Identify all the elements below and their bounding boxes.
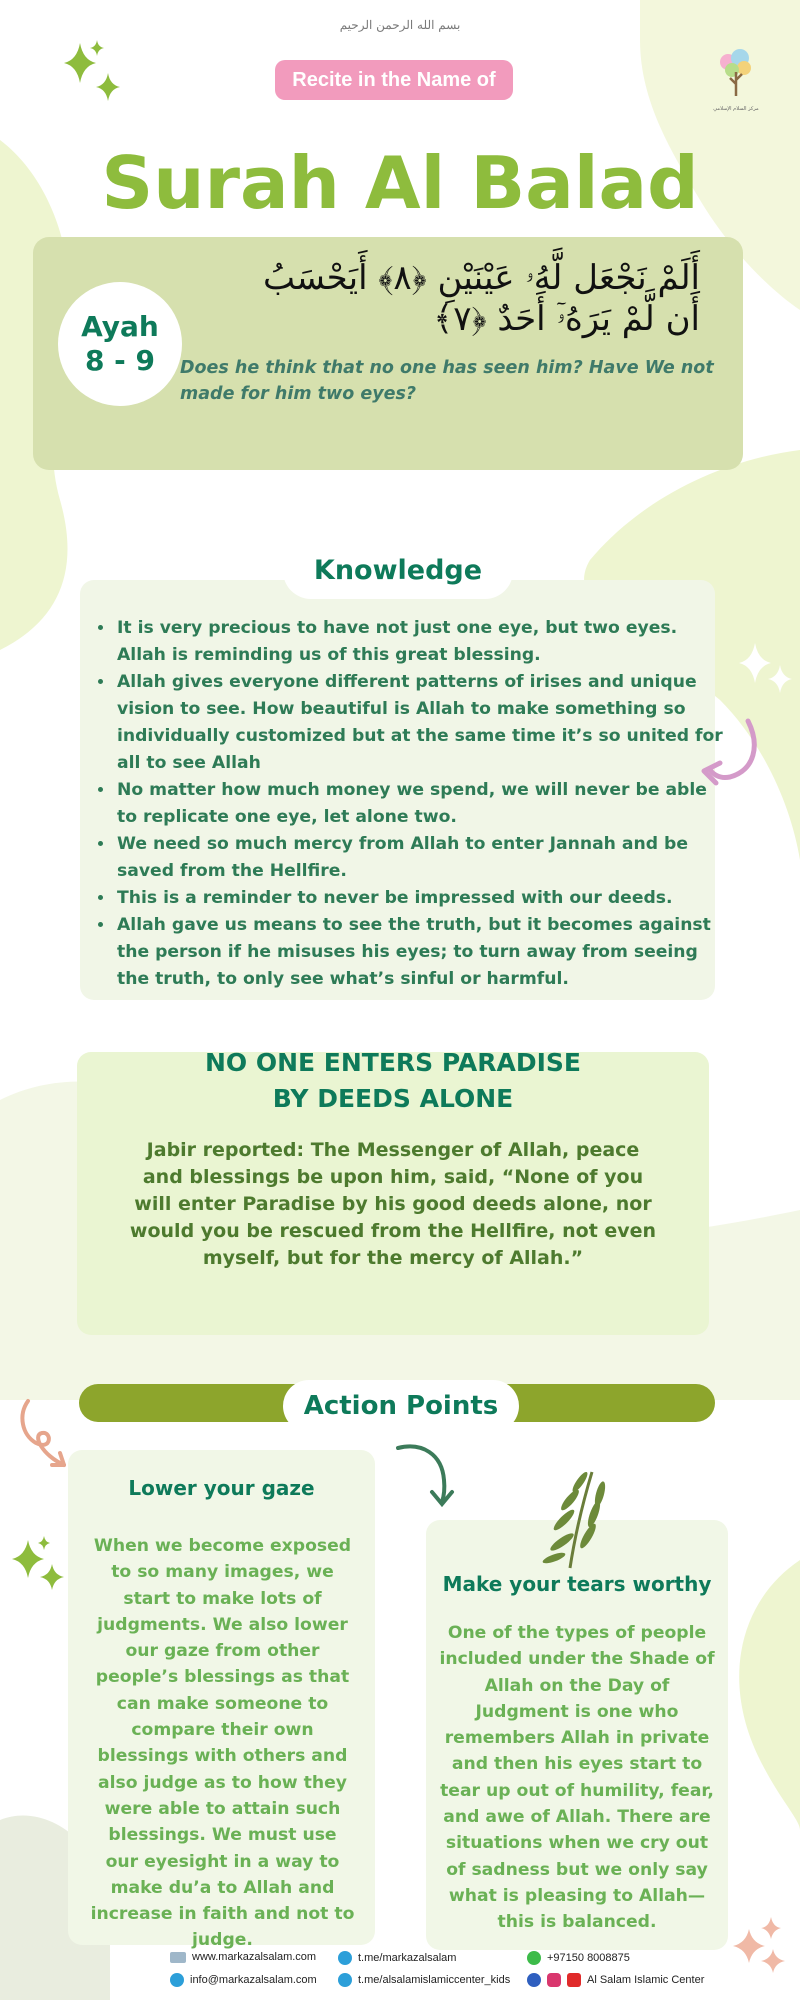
footer-telegram-main[interactable] bbox=[338, 1951, 456, 1965]
facebook-icon[interactable] bbox=[527, 1973, 541, 1987]
website-text: www.markazalsalam.com bbox=[192, 1951, 317, 1963]
footer-social bbox=[527, 1973, 704, 1987]
hadith-text: Jabir reported: The Messenger of Allah, peace and blessings be upon him, said, “None of you will enter Paradise by his good deeds alone, nor would you be rescued from the Hellfire, not even myself, but for the mercy of Allah.” bbox=[129, 1139, 657, 1269]
list-item: • This is a reminder to never be impressed with our deeds. bbox=[115, 885, 723, 912]
bismillah-calligraphy: بسم الله الرحمن الرحيم bbox=[339, 18, 461, 32]
sparkle-icon bbox=[50, 35, 130, 115]
tree-logo-icon bbox=[716, 48, 756, 100]
whatsapp-icon bbox=[527, 1951, 541, 1965]
hadith-title bbox=[77, 1045, 709, 1117]
curly-arrow-green-icon bbox=[392, 1440, 472, 1520]
youtube-icon[interactable] bbox=[567, 1973, 581, 1987]
footer-website[interactable] bbox=[170, 1951, 316, 1963]
footer-telegram-kids[interactable] bbox=[338, 1973, 510, 1987]
footer-email[interactable] bbox=[170, 1973, 317, 1987]
lower-gaze-title: Lower your gaze bbox=[128, 1476, 315, 1500]
telegram-main-text: t.me/markazalsalam bbox=[358, 1952, 457, 1964]
verse-translation: Does he think that no one has seen him? Have We not made for him two eyes? bbox=[180, 358, 714, 404]
list-item: • We need so much mercy from Allah to enter Jannah and be saved from the Hellfire. bbox=[115, 831, 723, 885]
list-item: • It is very precious to have not just one eye, but two eyes. Allah is reminding us of this great blessing. bbox=[115, 615, 723, 669]
surah-title: Surah Al Balad bbox=[101, 141, 699, 225]
sparkle-white-icon bbox=[725, 635, 800, 715]
action-points-heading: Action Points bbox=[283, 1380, 519, 1432]
footer-contacts bbox=[170, 1951, 730, 1995]
tears-title: Make your tears worthy bbox=[442, 1572, 712, 1596]
olive-branch-icon bbox=[530, 1462, 620, 1572]
hadith-title-line1: NO ONE ENTERS PARADISE bbox=[204, 1048, 582, 1077]
telegram-icon bbox=[338, 1951, 352, 1965]
ayah-label: Ayah bbox=[81, 310, 159, 343]
list-item: • Allah gives everyone different patterns of irises and unique vision to see. How beautiful is Allah to make something so individually customized but at the same time it’s so united for all to see Allah bbox=[115, 669, 723, 777]
list-item: • Allah gave us means to see the truth, but it becomes against the person if he misuses his eyes; to turn away from seeing the truth, to only see what’s sinful or harmful. bbox=[115, 912, 723, 993]
footer-phone[interactable] bbox=[527, 1951, 630, 1965]
sparkle-left-icon bbox=[4, 1530, 74, 1600]
org-name: Al Salam Islamic Center bbox=[587, 1974, 705, 1986]
email-text: info@markazalsalam.com bbox=[190, 1974, 317, 1986]
recite-badge: Recite in the Name of your Lord bbox=[275, 60, 513, 100]
curly-arrow-salmon-icon bbox=[12, 1395, 82, 1485]
ayah-range: 8 - 9 bbox=[84, 344, 156, 377]
email-icon bbox=[170, 1973, 184, 1987]
knowledge-heading: Knowledge bbox=[283, 543, 513, 599]
phone-text: +97150 8008875 bbox=[547, 1952, 630, 1964]
ayah-number-circle bbox=[58, 282, 182, 406]
sparkle-salmon-icon bbox=[725, 1915, 795, 1985]
logo-caption: مركز السلام الإسلامي bbox=[713, 106, 759, 112]
tears-text: One of the types of people included under the Shade of Allah on the Day of Judgment is one who remembers Allah in private and then his eyes start to tear up out of humility, fear, and awe of Allah. There are situations when we cry out of sadness but we only say what is pleasing to Allah—this is balanced. bbox=[439, 1623, 715, 1933]
telegram-icon bbox=[338, 1973, 352, 1987]
lower-gaze-text: When we become exposed to so many images, we start to make lots of judgments. We also lower our gaze from other people’s blessings as that can make someone to compare their own blessings with others and also judge as to how they were able to attain such blessings. We must use our eyesight in a way to make du’a to Allah and increase in faith and not to judge. bbox=[90, 1536, 355, 1951]
bg-blob-bottom-right bbox=[739, 1560, 800, 1830]
knowledge-list bbox=[97, 615, 723, 993]
center-logo bbox=[706, 48, 766, 118]
laptop-icon bbox=[170, 1952, 186, 1963]
list-item: • No matter how much money we spend, we will never be able to replicate one eye, let alone two. bbox=[115, 777, 723, 831]
telegram-kids-text: t.me/alsalamislamiccenter_kids bbox=[358, 1974, 511, 1986]
arabic-verse: أَلَمْ نَجْعَل لَّهُۥ عَيْنَيْنِ ﴿٨﴾ أَيَحْسَبُ أَن لَّمْ يَرَهُۥٓ أَحَدٌ ﴿٧﴾ bbox=[262, 258, 700, 339]
hadith-title-line2: BY DEEDS ALONE bbox=[272, 1084, 514, 1113]
instagram-icon[interactable] bbox=[547, 1973, 561, 1987]
